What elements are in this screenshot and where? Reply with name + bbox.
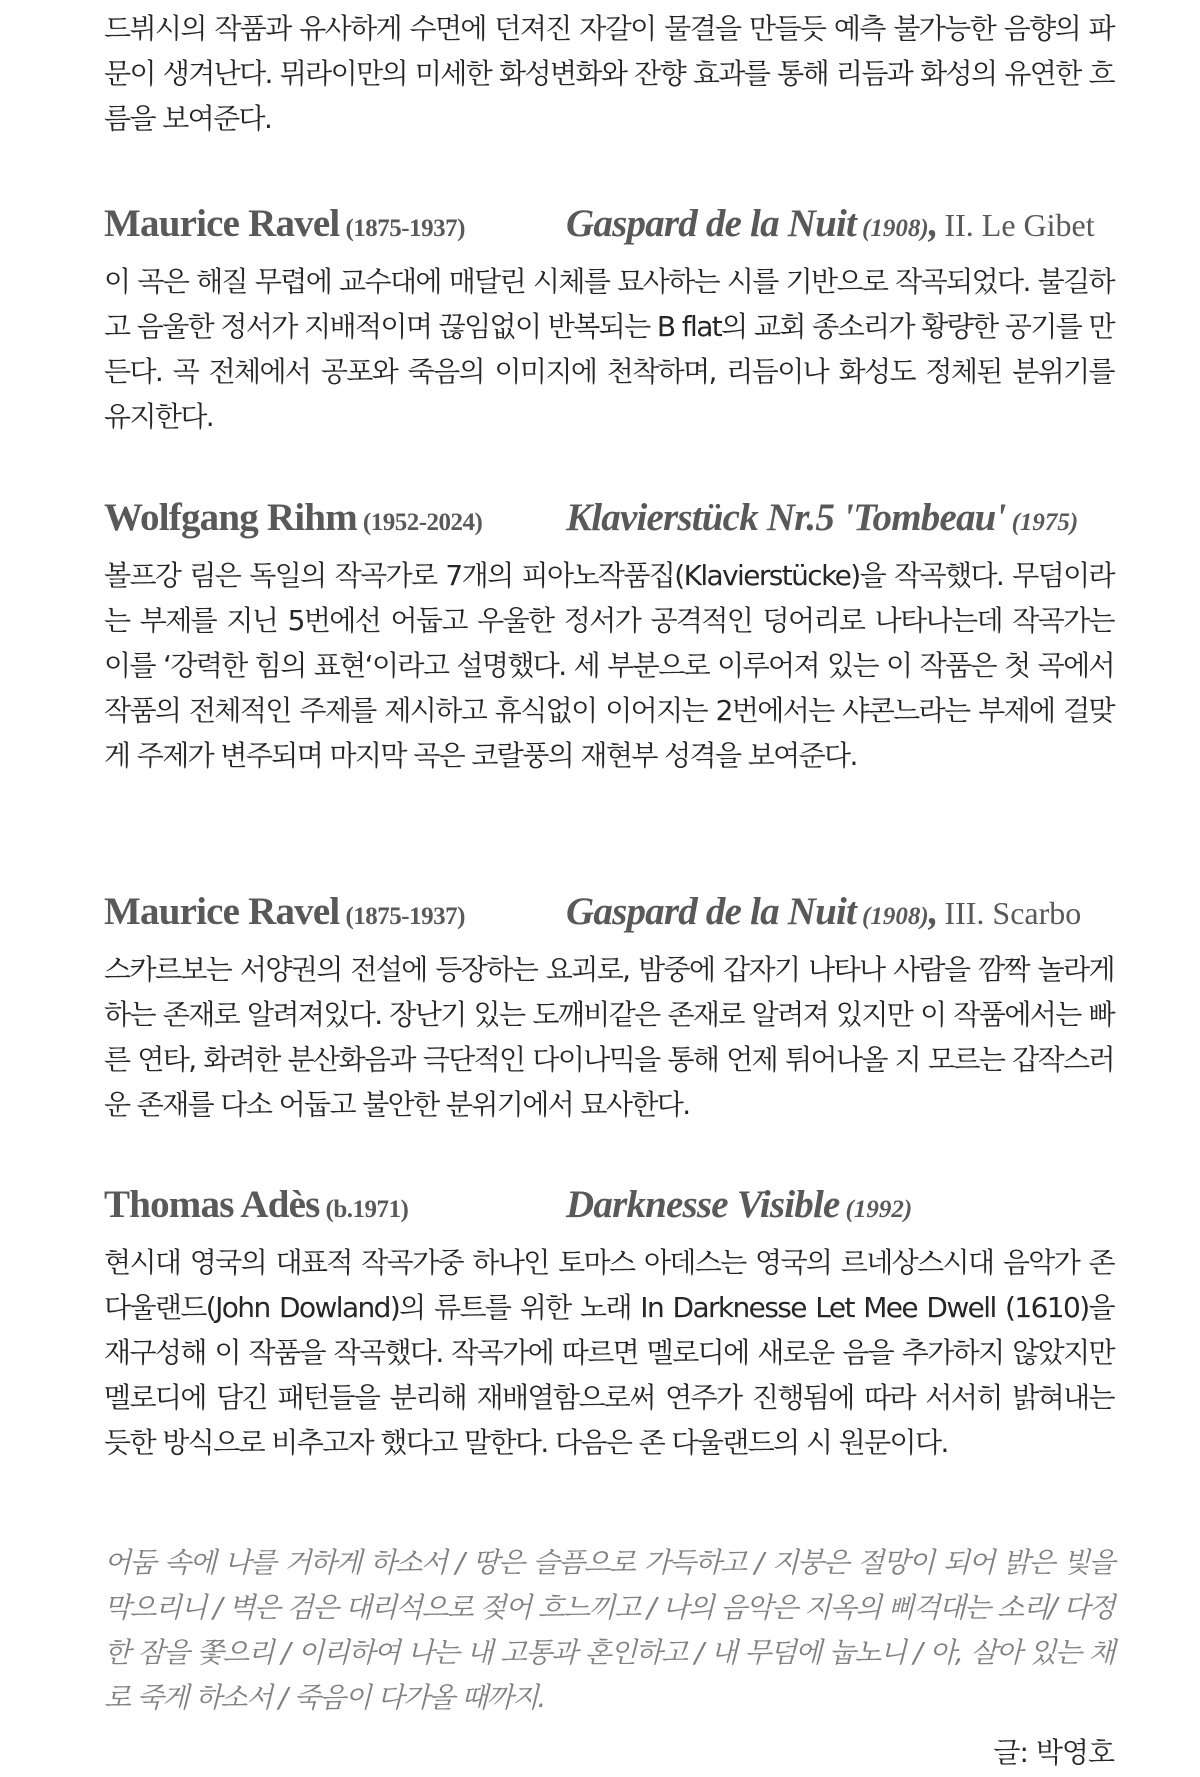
movement-title: II. Le Gibet <box>944 207 1095 243</box>
composer-name: Maurice Ravel <box>104 890 340 933</box>
work-title: Klavierstück Nr.5 'Tombeau' <box>566 496 1006 539</box>
work-year: (1908) <box>862 215 929 242</box>
author-credit: 글: 박영호 <box>993 1736 1114 1769</box>
work-label <box>566 1182 912 1227</box>
piece-description: 이 곡은 해질 무렵에 교수대에 매달린 시체를 묘사하는 시를 기반으로 작곡되었다. 불길하고 음울한 정서가 지배적이며 끊임없이 반복되는 B flat의 교회 종소리가 황량한 공기를 만든다. 곡 전체에서 공포와 죽음의 이미지에 천착하며, 리듬이나 화성도 정체된 분위기를 유지한다. <box>104 265 1114 433</box>
piece-description: 현시대 영국의 대표적 작곡가중 하나인 토마스 아데스는 영국의 르네상스시대 음악가 존 다울랜드(John Dowland)의 류트를 위한 노래 In Darknesse Let Mee Dwell (1610)을 재구성해 이 작품을 작곡했다. 작곡가에 따르면 멜로디에 새로운 음을 추가하지 않았지만 멜로디에 담긴 패턴들을 분리해 재배열함으로써 연주가 진행됨에 따라 서서히 밝혀내는 듯한 방식으로 비추고자 했다고 말한다. 다음은 존 다울랜드의 시 원문이다. <box>104 1246 1114 1459</box>
work-separator: , <box>928 890 939 933</box>
work-title: Gaspard de la Nuit <box>566 890 857 933</box>
piece-description: 볼프강 림은 독일의 작곡가로 7개의 피아노작품집(Klavierstücke)을 작곡했다. 무덤이라는 부제를 지닌 5번에선 어둡고 우울한 정서가 공격적인 덩어리로 나타나는데 작곡가는 이를 ‘강력한 힘의 표현‘이라고 설명했다. 세 부분으로 이루어져 있는 이 작품은 첫 곡에서 작품의 전체적인 주제를 제시하고 휴식없이 이어지는 2번에서는 샤콘느라는 부제에 걸맞게 주제가 변주되며 마지막 곡은 코랄풍의 재현부 성격을 보여준다. <box>104 559 1114 772</box>
work-year: (1908) <box>862 903 929 930</box>
work-separator: , <box>928 202 939 245</box>
piece-heading <box>104 496 1114 546</box>
work-year: (1992) <box>845 1196 913 1223</box>
composer-label <box>104 201 465 246</box>
movement-title: III. Scarbo <box>944 895 1082 931</box>
composer-name: Maurice Ravel <box>104 202 340 245</box>
work-title: Gaspard de la Nuit <box>566 202 857 245</box>
work-label <box>566 495 1078 540</box>
composer-dates: (1952-2024) <box>362 509 483 536</box>
composer-label <box>104 1182 408 1227</box>
work-label <box>566 889 1081 934</box>
composer-dates: (1875-1937) <box>345 903 465 930</box>
composer-label <box>104 889 465 934</box>
intro-paragraph: 드뷔시의 작품과 유사하게 수면에 던져진 자갈이 물결을 만들듯 예측 불가능한 음향의 파문이 생겨난다. 뮈라이만의 미세한 화성변화와 잔향 효과를 통해 리듬과 화성의 유연한 흐름을 보여준다. <box>104 12 1114 135</box>
work-year: (1975) <box>1011 509 1079 536</box>
composer-dates: (1875-1937) <box>345 215 465 242</box>
composer-label <box>104 495 482 540</box>
piece-heading <box>104 202 1114 252</box>
composer-dates: (b.1971) <box>325 1196 409 1223</box>
composer-name: Thomas Adès <box>104 1183 320 1226</box>
poem-text: 어둠 속에 나를 거하게 하소서 / 땅은 슬픔으로 가득하고 / 지붕은 절망이 되어 밝은 빛을 막으리니 / 벽은 검은 대리석으로 젖어 흐느끼고 / 나의 음악은 지옥의 삐걱대는 소리/ 다정한 잠을 쫓으리 / 이리하여 나는 내 고통과 혼인하고 / 내 무덤에 눕노니 / 아, 살아 있는 채로 죽게 하소서 / 죽음이 다가올 때까지. <box>104 1546 1114 1714</box>
composer-name: Wolfgang Rihm <box>104 496 357 539</box>
work-label <box>566 201 1095 246</box>
piece-description: 스카르보는 서양권의 전설에 등장하는 요괴로, 밤중에 갑자기 나타나 사람을 깜짝 놀라게 하는 존재로 알려져있다. 장난기 있는 도깨비같은 존재로 알려져 있지만 이 작품에서는 빠른 연타, 화려한 분산화음과 극단적인 다이나믹을 통해 언제 튀어나올 지 모르는 갑작스러운 존재를 다소 어둡고 불안한 분위기에서 묘사한다. <box>104 953 1114 1121</box>
piece-heading <box>104 890 1114 940</box>
piece-heading <box>104 1183 1114 1233</box>
work-title: Darknesse Visible <box>566 1183 840 1226</box>
